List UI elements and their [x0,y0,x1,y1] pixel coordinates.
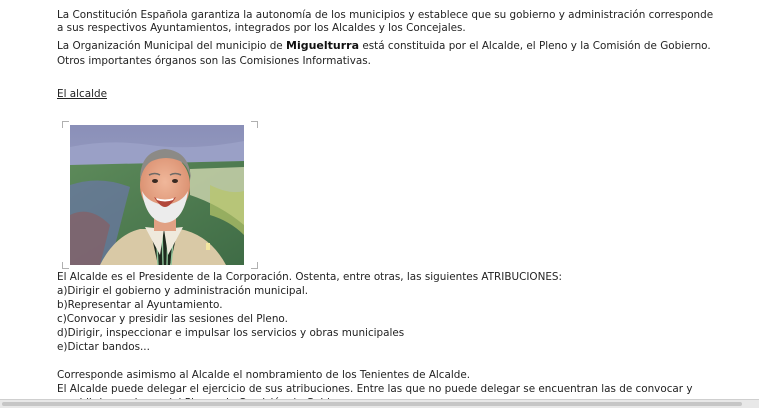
scrollbar-thumb[interactable] [2,402,742,406]
horizontal-scrollbar[interactable] [0,399,759,408]
organization-text-suffix: está constituida por el Alcalde, el Pleno y la Comisión de Gobierno. [359,40,711,52]
organization-text-line-1 [57,39,711,53]
closing-text-line-1: Corresponde asimismo al Alcalde el nombramiento de los Tenientes de Alcalde. [57,369,471,381]
mayor-photo [70,125,244,265]
alcalde-link[interactable]: El alcalde [57,88,107,100]
municipality-name: Miguelturra [286,39,360,52]
frame-corner-mark [62,262,69,269]
intro-text-line-1: La Constitución Española garantiza la autonomía de los municipios y establece que su gobierno y administración corresponde [57,9,714,21]
frame-corner-mark [251,121,258,128]
organization-text-prefix: La Organización Municipal del municipio de [57,40,286,52]
organization-text-line-2: Otros importantes órganos son las Comisiones Informativas. [57,55,371,67]
attribution-item: d)Dirigir, inspeccionar e impulsar los servicios y obras municipales [57,327,405,339]
mayor-photo-frame [62,121,258,269]
attribution-item: e)Dictar bandos... [57,341,150,353]
president-text: El Alcalde es el Presidente de la Corporación. Ostenta, entre otras, las siguientes ATRIBUCIONES: [57,271,563,283]
attribution-item: a)Dirigir el gobierno y administración municipal. [57,285,309,297]
closing-text-line-2: El Alcalde puede delegar el ejercicio de sus atribuciones. Entre las que no puede delegar se encuentran las de convocar y [57,383,693,395]
frame-corner-mark [251,262,258,269]
frame-corner-mark [62,121,69,128]
attribution-item: c)Convocar y presidir las sesiones del Pleno. [57,313,288,325]
attribution-item: b)Representar al Ayuntamiento. [57,299,223,311]
intro-text-line-2: a sus respectivos Ayuntamientos, integrados por los Alcaldes y los Concejales. [57,22,466,34]
